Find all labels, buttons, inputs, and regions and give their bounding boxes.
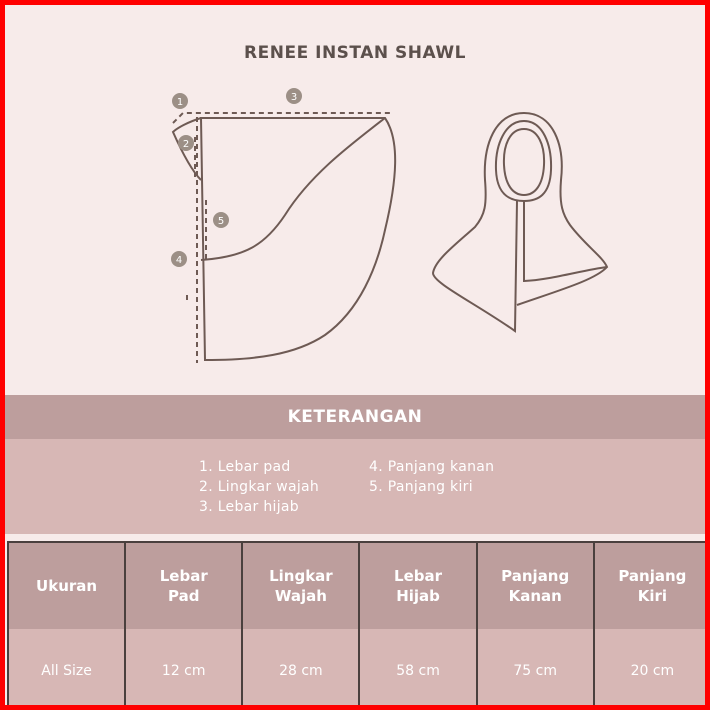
legend-item-lingkar-wajah: 2. Lingkar wajah [199,479,320,495]
header-cell-panjang-kanan: Panjang Kanan [477,542,594,629]
table-row [8,629,705,705]
header-cell-lebar-hijab: Lebar Hijab [359,542,476,629]
marker-4 [171,251,187,267]
cell-lebar-pad: 12 cm [125,629,242,705]
shawl-outer-shape [201,118,395,360]
marker-1-label: 1 [176,97,184,108]
header-cell-panjang-kiri: Panjang Kiri [594,542,705,629]
table-header-row [8,542,705,629]
legend-item-lebar-pad: 1. Lebar pad [199,459,291,475]
shawl-diagram [5,5,705,395]
cell-lebar-hijab: 58 cm [359,629,476,705]
header-cell-ukuran: Ukuran [8,542,125,629]
keterangan-header: KETERANGAN [5,395,705,439]
marker-5-label: 5 [217,216,225,227]
legend-right-column [369,457,494,497]
hijab-left-drape [433,113,524,331]
marker-3-label: 3 [290,92,298,103]
header-cell-lingkar-wajah: Lingkar Wajah [242,542,359,629]
legend-item-lebar-hijab: 3. Lebar hijab [199,499,299,515]
cell-ukuran: All Size [8,629,125,705]
shawl-inner-curve [201,118,385,260]
cell-panjang-kiri: 20 cm [594,629,705,705]
marker-5 [213,212,229,228]
measure-lines [173,113,393,363]
marker-1 [172,93,188,109]
marker-4-label: 4 [175,255,183,266]
face-outline [504,129,544,195]
cell-panjang-kanan: 75 cm [477,629,594,705]
cell-lingkar-wajah: 28 cm [242,629,359,705]
marker-3 [286,88,302,104]
keterangan-body [5,439,705,534]
size-table [7,541,705,705]
page-title: RENEE INSTAN SHAWL [244,43,466,63]
marker-2-label: 2 [182,139,190,150]
hijab-front-panel [524,201,607,281]
legend-item-panjang-kanan: 4. Panjang kanan [369,459,495,475]
product-size-chart [5,5,705,705]
worn-hijab-illustration [433,113,607,331]
legend-left-column [199,457,319,517]
header-cell-lebar-pad: Lebar Pad [125,542,242,629]
legend-item-panjang-kiri: 5. Panjang kiri [369,479,473,495]
marker-2 [178,135,194,151]
